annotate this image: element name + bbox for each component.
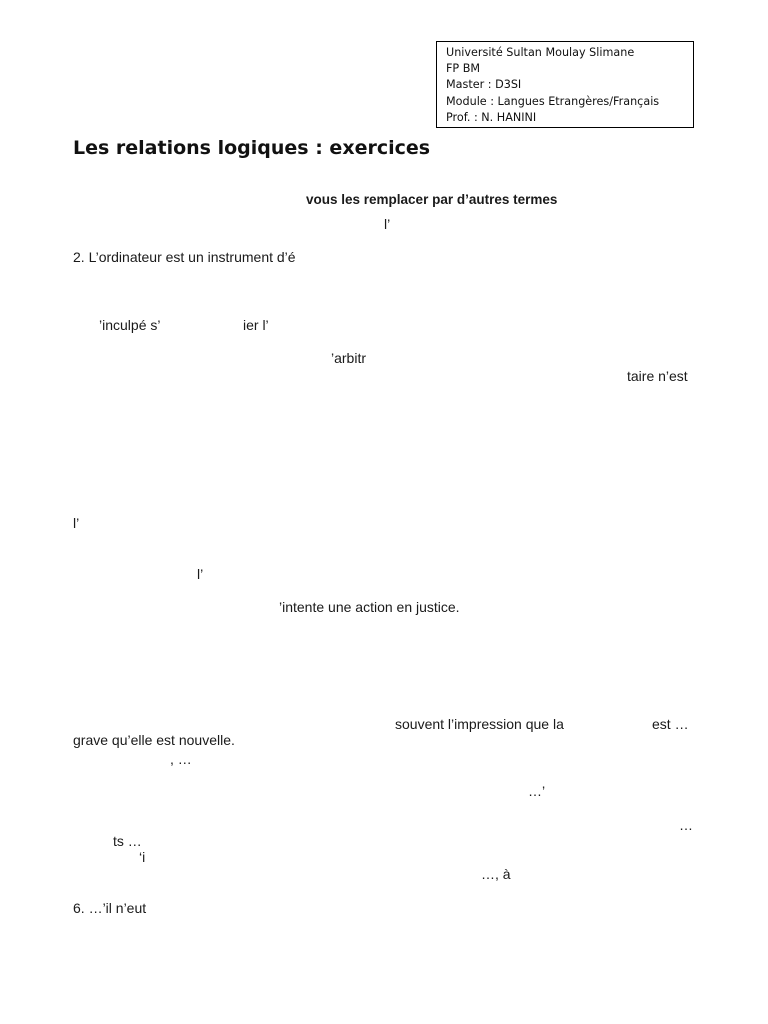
text-fragment: ‘i <box>139 849 146 865</box>
text-fragment: l’ <box>73 515 80 531</box>
exercise-instruction: vous les remplacer par d’autres termes <box>306 192 558 207</box>
text-fragment: ier l’ <box>243 317 269 333</box>
text-fragment: ’arbitr <box>331 350 367 366</box>
text-fragment: ’intente une action en justice. <box>279 599 460 615</box>
master-line: Master : D3SI <box>446 78 522 92</box>
text-fragment: ts … <box>113 833 142 849</box>
text-fragment: … <box>679 817 693 833</box>
text-fragment: grave qu’elle est nouvelle. <box>73 732 235 748</box>
course-info-box <box>436 41 694 128</box>
text-fragment: taire n’est <box>627 368 688 384</box>
professor-line: Prof. : N. HANINI <box>446 110 537 124</box>
university-line: Université Sultan Moulay Slimane <box>446 46 635 59</box>
text-fragment: …’ <box>528 783 546 799</box>
page-title: Les relations logiques : exercices <box>73 137 431 159</box>
text-fragment: est … <box>652 716 689 732</box>
text-fragment: , … <box>170 751 192 767</box>
text-fragment: l’ <box>197 566 204 582</box>
exercise-6-text: 6. …’il n’eut <box>73 900 147 916</box>
exercise-2-text: 2. L’ordinateur est un instrument d’é <box>73 249 296 265</box>
text-fragment: ’inculpé s’ <box>99 317 161 333</box>
text-fragment: l’ <box>384 216 391 232</box>
text-fragment: souvent l’impression que la <box>395 716 564 732</box>
module-line: Module : Langues Etrangères/Français <box>446 94 660 108</box>
text-fragment: …, à <box>481 866 511 882</box>
faculty-line: FP BM <box>446 62 481 76</box>
